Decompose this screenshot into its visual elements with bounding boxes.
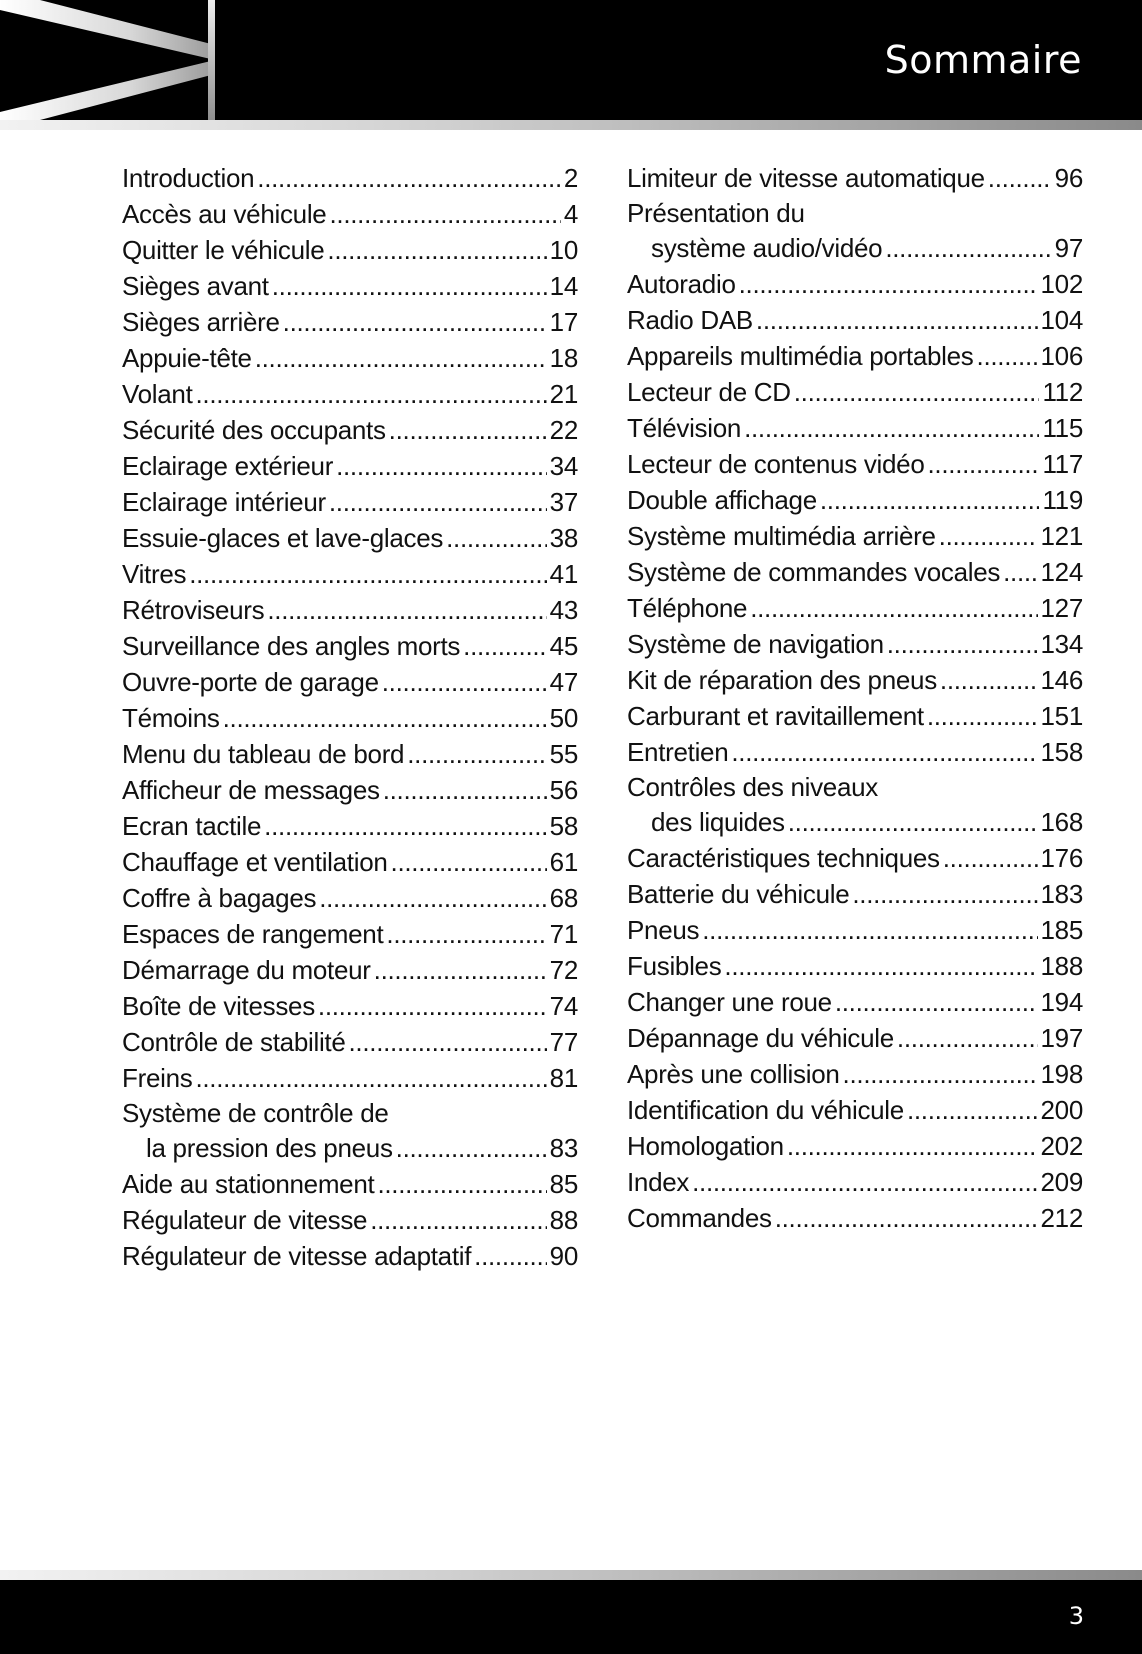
toc-entry-label: Télévision [627,413,742,443]
toc-dot-leader [329,484,547,520]
toc-dot-leader [327,232,546,268]
toc-entry-page: 14 [549,271,578,301]
toc-entry-label: Eclairage extérieur [122,451,334,481]
toc-entry[interactable] [627,374,1083,410]
toc-entry[interactable] [627,1020,1083,1056]
toc-entry[interactable] [627,410,1083,446]
toc-entry-page: 72 [549,955,578,985]
toc-entry-label: Témoins [122,703,220,733]
toc-entry-page: 119 [1042,485,1083,515]
toc-entry-label: Eclairage intérieur [122,487,326,517]
toc-dot-leader [396,1130,547,1166]
toc-entry[interactable] [122,232,578,268]
toc-entry-page: 85 [549,1169,578,1199]
toc-dot-leader [885,230,1051,266]
toc-entry-page: 58 [549,811,578,841]
toc-right-column [627,160,1083,1236]
toc-dot-leader [349,1024,547,1060]
toc-entry-page: 176 [1040,843,1083,873]
toc-entry[interactable] [627,160,1083,196]
toc-entry-label: Sièges arrière [122,307,280,337]
toc-entry-page: 34 [549,451,578,481]
toc-entry[interactable] [627,518,1083,554]
toc-dot-leader [750,590,1037,626]
toc-entry-page: 41 [549,559,578,589]
toc-entry-label: Contrôles des niveaux [627,772,878,802]
toc-entry-page: 2 [563,163,578,193]
toc-entry[interactable] [627,840,1083,876]
toc-dot-leader [223,700,547,736]
toc-entry-page: 96 [1054,163,1083,193]
toc-entry[interactable] [627,626,1083,662]
toc-entry[interactable] [122,808,578,844]
toc-dot-leader [196,376,547,412]
toc-entry-label: Sièges avant [122,271,269,301]
toc-entry-label: Radio DAB [627,305,753,335]
toc-entry-page: 200 [1040,1095,1083,1125]
toc-entry[interactable] [122,448,578,484]
toc-dot-leader [283,304,547,340]
toc-entry-label: Homologation [627,1131,784,1161]
toc-entry-page: 22 [549,415,578,445]
toc-entry-label: Aide au stationnement [122,1169,375,1199]
toc-entry-label: Appuie-tête [122,343,252,373]
toc-dot-leader [1003,554,1037,590]
toc-entry[interactable] [122,556,578,592]
toc-dot-leader [744,410,1039,446]
toc-entry-label: système audio/vidéo [651,233,883,263]
toc-dot-leader [264,808,547,844]
toc-entry[interactable] [122,520,578,556]
toc-entry-page: 81 [549,1063,578,1093]
toc-dot-leader [702,912,1037,948]
toc-dot-leader [257,160,561,196]
toc-entry-label: Système multimédia arrière [627,521,936,551]
toc-dot-leader [382,664,547,700]
toc-dot-leader [988,160,1052,196]
toc-entry[interactable] [122,196,578,232]
toc-left-column [122,160,578,1274]
toc-entry-page: 88 [549,1205,578,1235]
toc-dot-leader [377,1166,546,1202]
toc-entry-page: 158 [1040,737,1083,767]
toc-entry[interactable] [122,1024,578,1060]
toc-entry-page: 194 [1040,987,1083,1017]
toc-entry-label: Batterie du véhicule [627,879,850,909]
toc-entry-label: Commandes [627,1203,772,1233]
toc-entry[interactable] [627,1128,1083,1164]
toc-entry[interactable] [122,628,578,664]
toc-entry[interactable] [122,736,578,772]
toc-entry-page: 10 [549,235,578,265]
toc-entry[interactable] [627,1056,1083,1092]
toc-dot-leader [267,592,546,628]
toc-entry-label: Téléphone [627,593,748,623]
toc-entry-label: Après une collision [627,1059,840,1089]
toc-entry[interactable] [122,772,578,808]
toc-entry[interactable] [122,160,578,196]
toc-entry-page: 209 [1040,1167,1083,1197]
toc-entry[interactable] [122,880,578,916]
toc-entry-label: Rétroviseurs [122,595,265,625]
toc-dot-leader [852,876,1037,912]
toc-entry-page: 121 [1040,521,1083,551]
toc-entry[interactable] [627,734,1083,770]
toc-entry-page: 71 [549,919,578,949]
toc-entry-label: Carburant et ravitaillement [627,701,924,731]
toc-entry-label: Limiteur de vitesse automatique [627,163,985,193]
toc-dot-leader [255,340,547,376]
toc-entry-page: 134 [1040,629,1083,659]
toc-entry-label: Système de commandes vocales [627,557,1001,587]
footer-divider [0,1570,1142,1580]
toc-dot-leader [887,626,1038,662]
toc-entry-label: Espaces de rangement [122,919,384,949]
toc-entry[interactable] [627,912,1083,948]
toc-dot-leader [739,266,1038,302]
toc-entry-page: 212 [1040,1203,1083,1233]
toc-entry-label: Coffre à bagages [122,883,317,913]
toc-entry-page: 188 [1040,951,1083,981]
toc-entry[interactable] [122,1060,578,1096]
toc-entry[interactable] [627,876,1083,912]
toc-entry-page: 168 [1040,807,1083,837]
toc-entry-label: Essuie-glaces et lave-glaces [122,523,444,553]
header-divider [0,120,1142,130]
toc-entry-label: Fusibles [627,951,722,981]
toc-entry-page: 151 [1040,701,1083,731]
toc-entry[interactable] [627,948,1083,984]
toc-entry[interactable] [627,302,1083,338]
toc-entry-label: Régulateur de vitesse adaptatif [122,1241,472,1271]
toc-entry-label: Index [627,1167,690,1197]
toc-entry[interactable] [627,554,1083,590]
toc-dot-leader [940,662,1038,698]
toc-dot-leader [389,412,547,448]
toc-entry-page: 102 [1040,269,1083,299]
toc-dot-leader [336,448,547,484]
toc-dot-leader [724,948,1037,984]
toc-dot-leader [370,1202,546,1238]
toc-entry[interactable] [122,412,578,448]
toc-entry-label: Sécurité des occupants [122,415,386,445]
toc-entry-label: Kit de réparation des pneus [627,665,937,695]
toc-dot-leader [407,736,546,772]
toc-entry-label: Système de navigation [627,629,884,659]
toc-entry-page: 37 [549,487,578,517]
toc-dot-leader [977,338,1038,374]
toc-entry-page: 21 [549,379,578,409]
toc-entry-page: 77 [549,1027,578,1057]
toc-dot-leader [794,374,1040,410]
toc-dot-leader [446,520,547,556]
toc-dot-leader [835,984,1038,1020]
toc-entry-page: 68 [549,883,578,913]
toc-entry[interactable] [122,844,578,880]
toc-entry[interactable] [627,1164,1083,1200]
toc-entry-label: Introduction [122,163,255,193]
toc-entry-label: Contrôle de stabilité [122,1027,346,1057]
toc-entry-label: Freins [122,1063,193,1093]
toc-dot-leader [195,1060,546,1096]
toc-entry-label: la pression des pneus [146,1133,393,1163]
toc-entry[interactable] [627,698,1083,734]
toc-entry-page: 183 [1040,879,1083,909]
toc-entry-label: Accès au véhicule [122,199,327,229]
toc-entry-page: 97 [1054,233,1083,263]
toc-entry-label: des liquides [651,807,785,837]
toc-entry[interactable] [627,1200,1083,1236]
toc-dot-leader [318,988,547,1024]
toc-dot-leader [692,1164,1037,1200]
toc-dot-leader [391,844,547,880]
toc-entry[interactable] [122,484,578,520]
toc-entry-label: Régulateur de vitesse [122,1205,368,1235]
toc-entry[interactable] [122,1238,578,1274]
toc-entry[interactable] [122,988,578,1024]
toc-dot-leader [843,1056,1038,1092]
toc-dot-leader [329,196,560,232]
toc-entry[interactable] [627,984,1083,1020]
toc-dot-leader [189,556,546,592]
toc-entry[interactable] [627,662,1083,698]
toc-dot-leader [272,268,547,304]
toc-entry-multiline[interactable] [627,196,1083,266]
toc-entry-label: Lecteur de contenus vidéo [627,449,925,479]
toc-entry-label: Autoradio [627,269,736,299]
toc-dot-leader [474,1238,547,1274]
toc-entry[interactable] [122,592,578,628]
toc-entry-page: 90 [549,1241,578,1271]
toc-dot-leader [927,698,1038,734]
toc-dot-leader [386,916,546,952]
toc-entry-label: Boîte de vitesses [122,991,315,1021]
toc-dot-leader [907,1092,1038,1128]
toc-entry[interactable] [627,1092,1083,1128]
toc-entry[interactable] [627,804,1083,840]
toc-entry-page: 4 [563,199,578,229]
toc-dot-leader [319,880,546,916]
toc-entry[interactable] [627,266,1083,302]
toc-dot-leader [820,482,1040,518]
toc-entry-page: 74 [549,991,578,1021]
toc-entry[interactable] [627,338,1083,374]
footer-band [0,1580,1142,1654]
toc-entry[interactable] [627,590,1083,626]
header-band [0,0,1142,120]
toc-entry-page: 115 [1042,413,1083,443]
toc-entry-page: 185 [1040,915,1083,945]
toc-entry-label: Surveillance des angles morts [122,631,461,661]
toc-entry-page: 55 [549,739,578,769]
toc-entry-page: 83 [549,1133,578,1163]
toc-entry-label: Présentation du [627,198,805,228]
toc-dot-leader [374,952,547,988]
toc-dot-leader [775,1200,1038,1236]
toc-entry-page: 146 [1040,665,1083,695]
toc-entry-label: Démarrage du moteur [122,955,371,985]
toc-dot-leader [463,628,547,664]
toc-dot-leader [756,302,1038,338]
toc-dot-leader [383,772,547,808]
toc-entry-label: Changer une roue [627,987,832,1017]
toc-entry[interactable] [122,268,578,304]
toc-entry-page: 198 [1040,1059,1083,1089]
toc-entry-label: Volant [122,379,193,409]
toc-entry-multiline[interactable] [627,770,1083,840]
toc-entry[interactable] [122,664,578,700]
page-title: Sommaire [884,38,1082,82]
toc-entry-multiline[interactable] [122,1096,578,1166]
toc-entry-page: 50 [549,703,578,733]
toc-entry-label: Quitter le véhicule [122,235,325,265]
toc-entry-label: Ecran tactile [122,811,262,841]
toc-entry[interactable] [627,482,1083,518]
toc-entry-page: 112 [1042,377,1083,407]
toc-entry-label: Afficheur de messages [122,775,380,805]
toc-entry-page: 106 [1040,341,1083,371]
toc-entry[interactable] [122,916,578,952]
toc-dot-leader [731,734,1037,770]
chevron-graphic-icon [0,0,230,120]
toc-entry[interactable] [122,700,578,736]
toc-entry-page: 43 [549,595,578,625]
toc-dot-leader [928,446,1040,482]
toc-entry-label: Entretien [627,737,729,767]
toc-entry[interactable] [627,446,1083,482]
toc-entry-label: Identification du véhicule [627,1095,904,1125]
toc-entry[interactable] [122,952,578,988]
toc-entry-page: 117 [1042,449,1083,479]
toc-entry[interactable] [122,1166,578,1202]
toc-dot-leader [943,840,1038,876]
toc-entry-label: Ouvre-porte de garage [122,667,379,697]
toc-entry-page: 18 [549,343,578,373]
toc-entry-label: Vitres [122,559,187,589]
toc-entry[interactable] [122,376,578,412]
toc-entry[interactable] [122,1130,578,1166]
toc-entry-label: Pneus [627,915,700,945]
toc-entry-page: 17 [549,307,578,337]
toc-entry-label: Appareils multimédia portables [627,341,974,371]
toc-entry-label: Système de contrôle de [122,1098,389,1128]
toc-entry-page: 197 [1040,1023,1083,1053]
toc-entry-page: 202 [1040,1131,1083,1161]
toc-entry-page: 56 [549,775,578,805]
toc-entry[interactable] [122,1202,578,1238]
toc-entry-label: Lecteur de CD [627,377,791,407]
toc-entry-label: Dépannage du véhicule [627,1023,894,1053]
toc-entry-page: 127 [1040,593,1083,623]
toc-entry-label: Chauffage et ventilation [122,847,388,877]
toc-entry-page: 61 [549,847,578,877]
toc-entry[interactable] [122,304,578,340]
toc-entry-label: Caractéristiques techniques [627,843,940,873]
toc-entry-page: 124 [1040,557,1083,587]
toc-entry-label: Double affichage [627,485,817,515]
toc-entry-page: 45 [549,631,578,661]
toc-entry-page: 104 [1040,305,1083,335]
toc-entry[interactable] [627,230,1083,266]
toc-entry-page: 38 [549,523,578,553]
toc-dot-leader [939,518,1038,554]
toc-entry-page: 47 [549,667,578,697]
toc-dot-leader [788,804,1038,840]
toc-entry-label: Menu du tableau de bord [122,739,405,769]
toc-dot-leader [787,1128,1038,1164]
page-number: 3 [1068,1602,1084,1630]
toc-dot-leader [897,1020,1038,1056]
toc-entry[interactable] [122,340,578,376]
